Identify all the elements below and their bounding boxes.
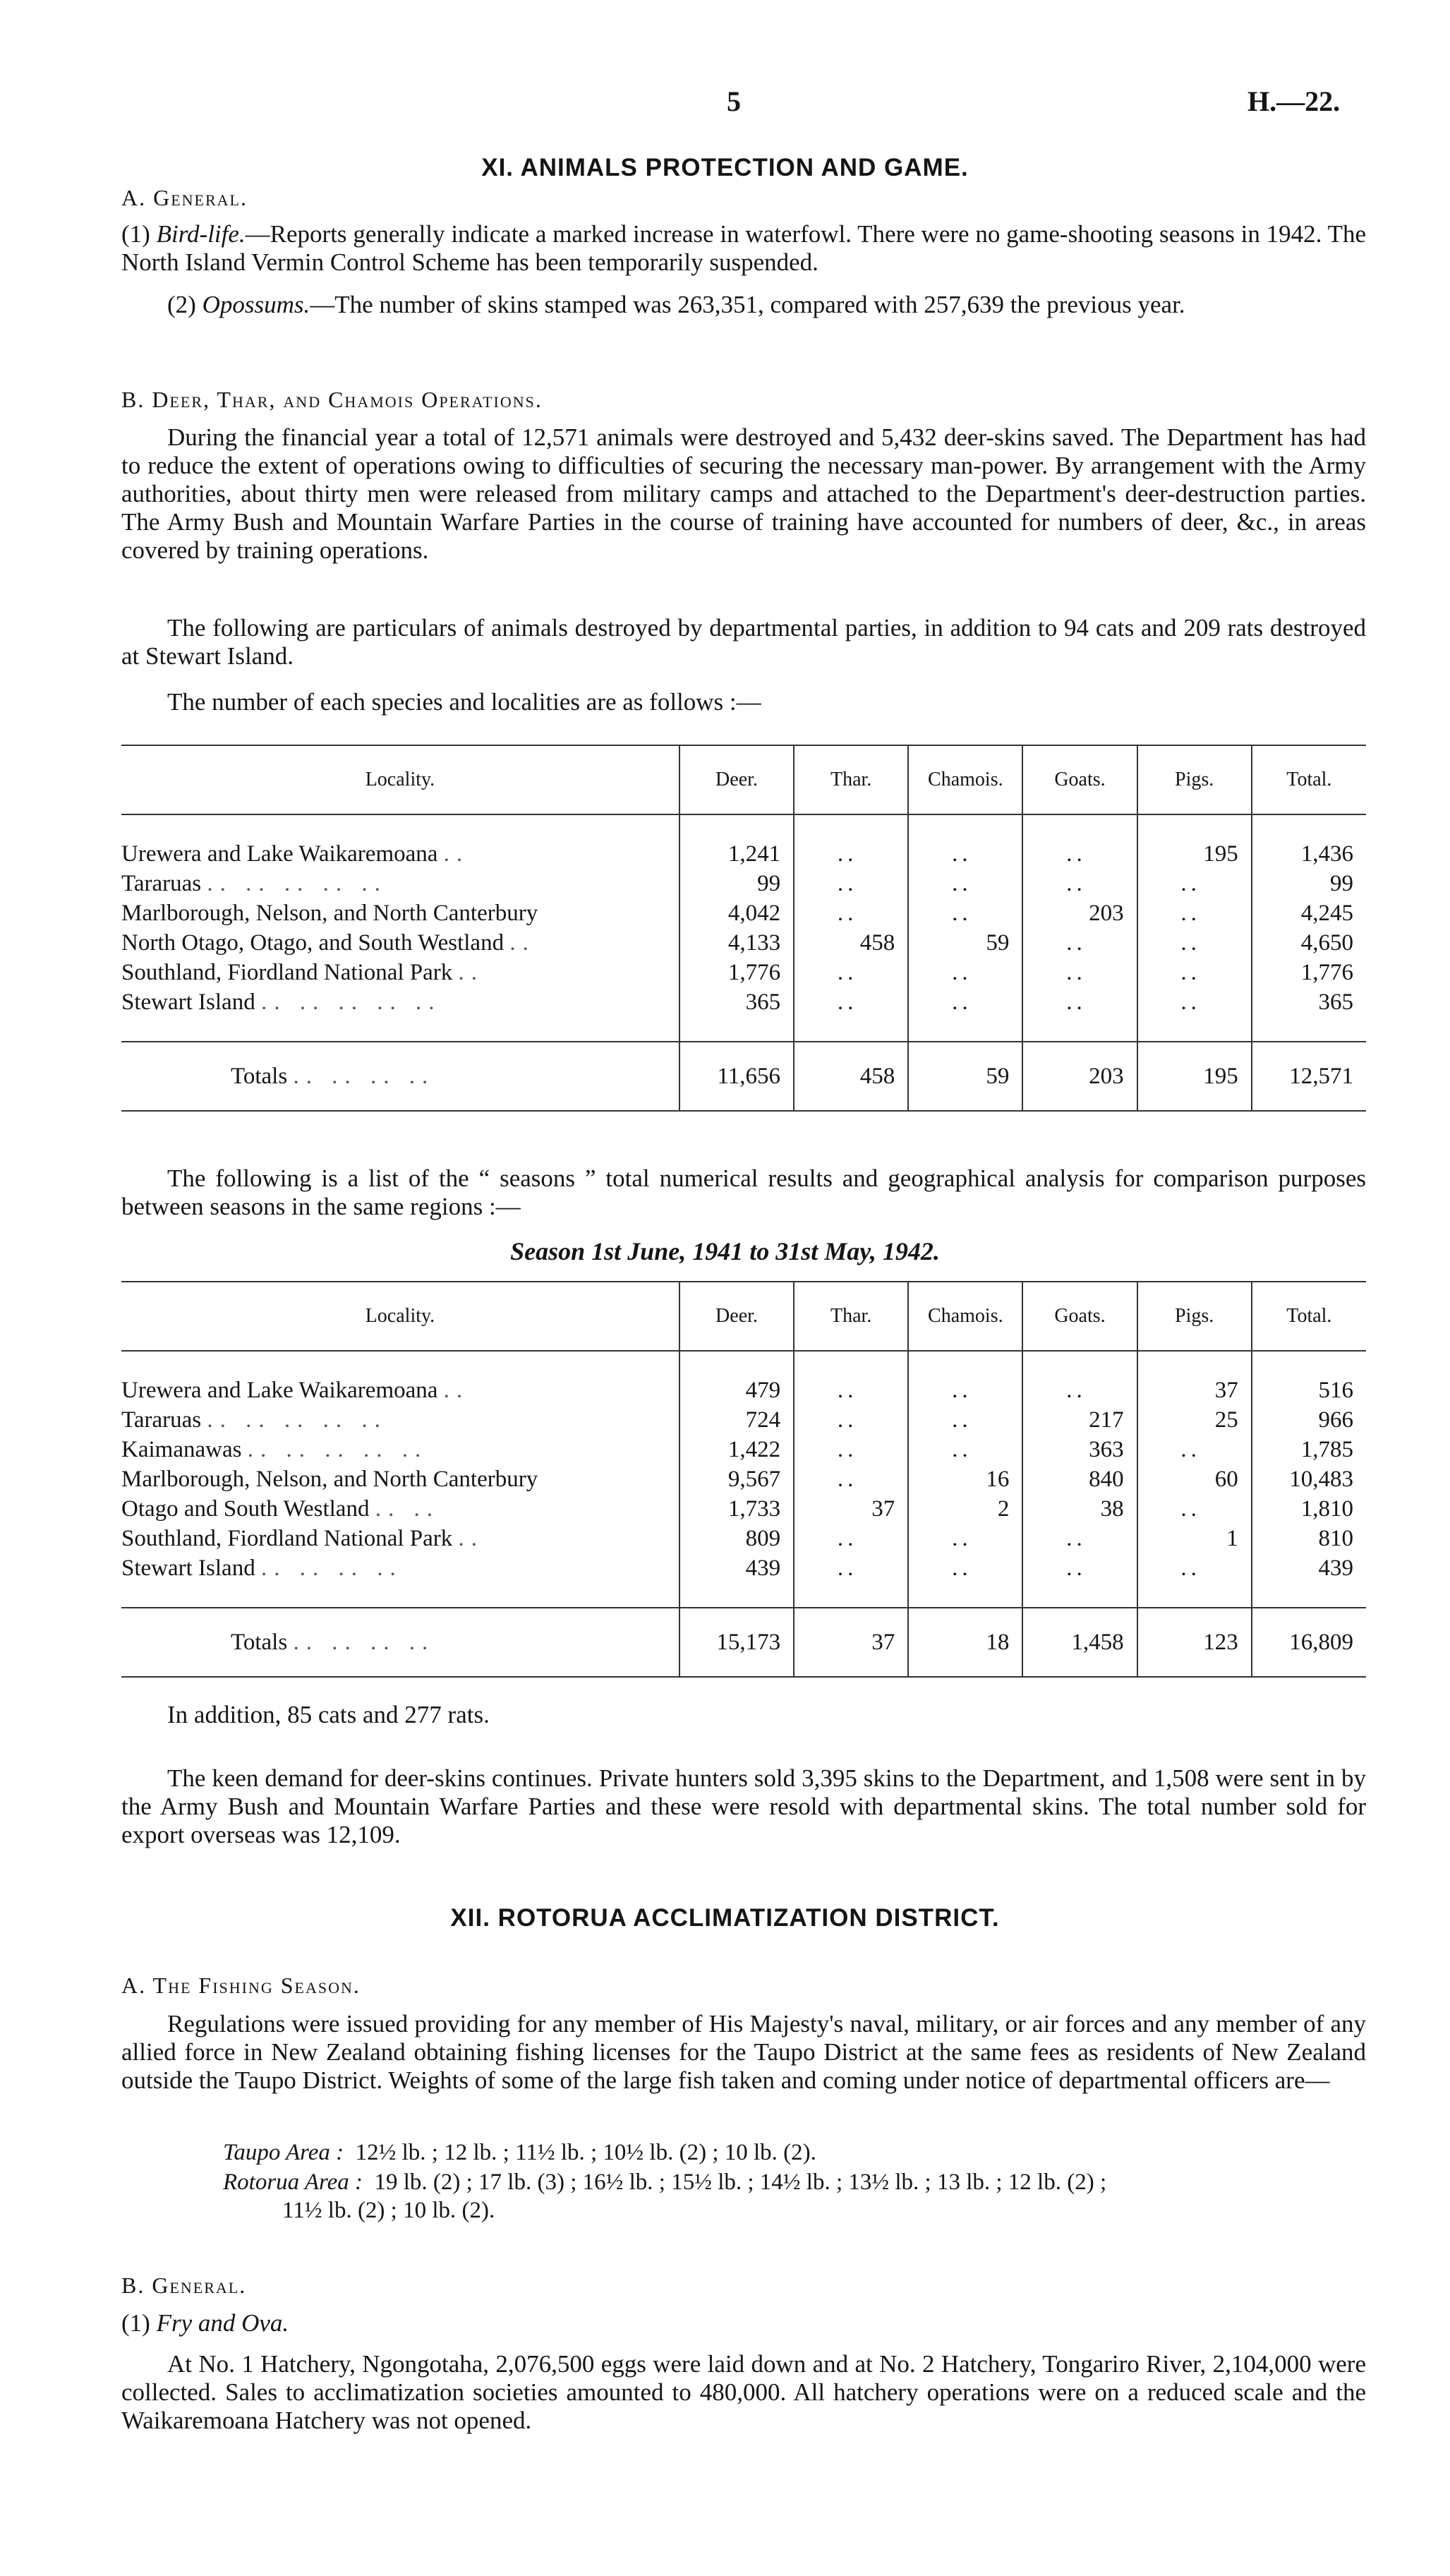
fry-ova-heading xyxy=(121,2309,1366,2337)
seasons-paragraph xyxy=(121,1164,1366,1221)
section-11-b-heading: B. Deer, Thar, and Chamois Operations. xyxy=(121,387,543,412)
table-totals-row: Totals .. .. .. .. 11,656 458 59 203 195 12,571 xyxy=(121,1042,1366,1111)
birdlife-paragraph xyxy=(121,220,1366,277)
season-heading: Season 1st June, 1941 to 31st May, 1942. xyxy=(510,1237,940,1265)
col-goats: Goats. xyxy=(1022,1282,1137,1351)
table-row: Tararuas .. .. .. .. .. 724 .. .. 217 25 966 xyxy=(121,1405,1366,1435)
birdlife-text: —Reports generally indicate a marked increase in waterfowl. There were no game-shooting seasons in 1942. The North Island Vermin Control Scheme has been temporarily suspended. xyxy=(121,220,1366,276)
table-row: Southland, Fiordland National Park .. 809 .. .. .. 1 810 xyxy=(121,1524,1366,1553)
table-row: Tararuas .. .. .. .. .. 99 .. .. .. .. 99 xyxy=(121,869,1366,898)
table-row: Stewart Island .. .. .. .. 439 .. .. .. .. 439 xyxy=(121,1553,1366,1583)
col-total: Total. xyxy=(1252,1282,1366,1351)
col-pigs: Pigs. xyxy=(1137,1282,1252,1351)
table-header-row xyxy=(121,745,1366,814)
particulars-paragraph xyxy=(121,614,1366,670)
table-row: Urewera and Lake Waikaremoana .. 479 .. .. .. 37 516 xyxy=(121,1376,1366,1405)
col-deer: Deer. xyxy=(679,1282,794,1351)
table-row: Stewart Island .. .. .. .. .. 365 .. .. .. .. 365 xyxy=(121,987,1366,1017)
table-row: Urewera and Lake Waikaremoana .. 1,241 .. .. .. 195 1,436 xyxy=(121,839,1366,869)
section-12-b-heading: B. General. xyxy=(121,2273,247,2298)
col-thar: Thar. xyxy=(794,745,908,814)
fishing-text: Regulations were issued providing for any member of His Majesty's naval, military, or air forces and any member of any allied force in New Zealand obtaining fishing licenses for the Taupo District at the same fees as residents of New Zealand outside the Taupo District. Weights of some of the large fish taken and coming under notice of departmental officers are— xyxy=(121,2010,1366,2094)
season-results-table xyxy=(121,1281,1366,1678)
opossum-paragraph xyxy=(121,291,1366,319)
rotorua-weights xyxy=(223,2168,1106,2196)
birdlife-number: (1) xyxy=(121,220,150,248)
rotorua-weights-line2: 11½ lb. (2) ; 10 lb. (2). xyxy=(282,2198,495,2223)
document-reference: H.—22. xyxy=(1247,85,1341,117)
fry-number: (1) xyxy=(121,2309,150,2337)
skins-text: The keen demand for deer-skins continues. Private hunters sold 3,395 skins to the Department, and 1,508 were sent in by the Army Bush and Mountain Warfare Parties and these were resold with departmental skins. The total number sold for export overseas was 12,109. xyxy=(121,1764,1366,1848)
rotorua-weights-text: 19 lb. (2) ; 17 lb. (3) ; 16½ lb. ; 15½ lb. ; 14½ lb. ; 13½ lb. ; 13 lb. ; 12 lb. (2) ; xyxy=(374,2169,1107,2195)
species-locality-table xyxy=(121,745,1366,1112)
addition-note: In addition, 85 cats and 277 rats. xyxy=(167,1701,490,1728)
section-12-title: XII. ROTORUA ACCLIMATIZATION DISTRICT. xyxy=(450,1904,1000,1932)
section-12-a-heading: A. The Fishing Season. xyxy=(121,1973,361,1998)
col-goats: Goats. xyxy=(1022,745,1137,814)
fry-label: Fry and Ova. xyxy=(156,2309,289,2337)
table-row: Otago and South Westland .. .. 1,733 37 2 38 .. 1,810 xyxy=(121,1494,1366,1524)
col-chamois: Chamois. xyxy=(908,745,1022,814)
table-row: Kaimanawas .. .. .. .. .. 1,422 .. .. 363 .. 1,785 xyxy=(121,1435,1366,1464)
opossum-number: (2) xyxy=(167,291,196,318)
fishing-paragraph xyxy=(121,2010,1366,2095)
opossum-label: Opossums. xyxy=(202,291,310,318)
col-locality: Locality. xyxy=(121,1282,679,1351)
section-11-a-heading: A. General. xyxy=(121,185,248,210)
taupo-weights-text: 12½ lb. ; 12 lb. ; 11½ lb. ; 10½ lb. (2) ; 10 lb. (2). xyxy=(355,2140,816,2165)
col-pigs: Pigs. xyxy=(1137,745,1252,814)
hatchery-text: At No. 1 Hatchery, Ngongotaha, 2,076,500 eggs were laid down and at No. 2 Hatchery, Tongariro River, 2,104,000 were collected. Sales to acclimatization societies amounted to 480,000. All hatchery operations were on a reduced scale and the Waikaremoana Hatchery was not opened. xyxy=(121,2350,1366,2434)
skins-paragraph xyxy=(121,1764,1366,1849)
col-thar: Thar. xyxy=(794,1282,908,1351)
col-chamois: Chamois. xyxy=(908,1282,1022,1351)
col-locality: Locality. xyxy=(121,745,679,814)
table-row: North Otago, Otago, and South Westland .. 4,133 458 59 .. .. 4,650 xyxy=(121,928,1366,958)
rotorua-label: Rotorua Area : xyxy=(223,2169,363,2195)
operations-text: During the financial year a total of 12,571 animals were destroyed and 5,432 deer-skins saved. The Department has had to reduce the extent of operations owing to difficulties of securing the necessary man-power. By arrangement with the Army authorities, about thirty men were released from military camps and attached to the Department's deer-destruction parties. The Army Bush and Mountain Warfare Parties in the course of training have accounted for numbers of deer, &c., in areas covered by training operations. xyxy=(121,423,1366,564)
section-11-title: XI. ANIMALS PROTECTION AND GAME. xyxy=(481,154,969,181)
hatchery-paragraph xyxy=(121,2350,1366,2435)
operations-paragraph xyxy=(121,423,1366,565)
table-row: Marlborough, Nelson, and North Canterbury 9,567 .. 16 840 60 10,483 xyxy=(121,1464,1366,1494)
opossum-text: —The number of skins stamped was 263,351, compared with 257,639 the previous year. xyxy=(310,291,1185,318)
seasons-text: The following is a list of the “ seasons ” total numerical results and geographical analysis for comparison purposes between seasons in the same regions :— xyxy=(121,1164,1366,1220)
col-total: Total. xyxy=(1252,745,1366,814)
col-deer: Deer. xyxy=(679,745,794,814)
table-header-row xyxy=(121,1282,1366,1351)
table-row: Southland, Fiordland National Park .. 1,776 .. .. .. .. 1,776 xyxy=(121,958,1366,987)
taupo-label: Taupo Area : xyxy=(223,2140,344,2165)
species-intro xyxy=(121,688,1366,716)
table-row: Marlborough, Nelson, and North Canterbury 4,042 .. .. 203 .. 4,245 xyxy=(121,898,1366,928)
taupo-weights xyxy=(223,2138,816,2167)
page-number: 5 xyxy=(727,85,741,117)
table-totals-row: Totals .. .. .. .. 15,173 37 18 1,458 123 16,809 xyxy=(121,1608,1366,1677)
species-intro-text: The number of each species and localities are as follows :— xyxy=(167,688,761,716)
birdlife-label: Bird-life. xyxy=(156,220,246,248)
particulars-text: The following are particulars of animals destroyed by departmental parties, in addition to 94 cats and 209 rats destroyed at Stewart Island. xyxy=(121,614,1366,670)
